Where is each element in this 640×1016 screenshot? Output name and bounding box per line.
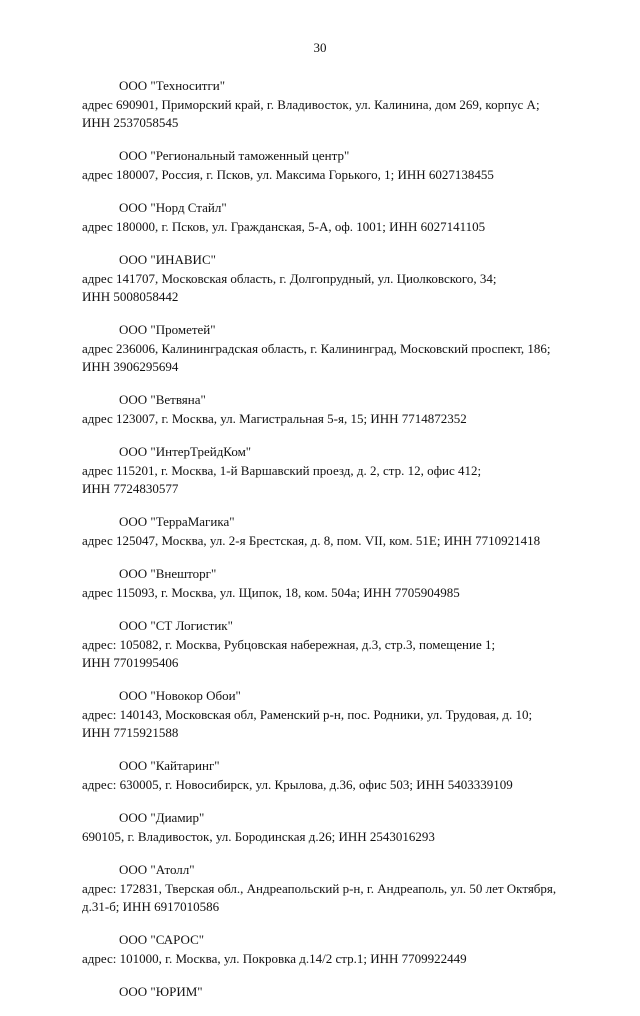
organization-details-line: ИНН 7701995406 [82, 655, 179, 670]
organization-details-line: ИНН 3906295694 [82, 359, 179, 374]
organization-name: ООО "САРОС" [119, 932, 205, 947]
organization-details-line: адрес: 101000, г. Москва, ул. Покровка д.14/2 стр.1; ИНН 7709922449 [82, 951, 467, 966]
organization-details-line: адрес: 630005, г. Новосибирск, ул. Крылова, д.36, офис 503; ИНН 5403339109 [82, 777, 513, 792]
organization-details-line: ИНН 2537058545 [82, 115, 179, 130]
organization-list [82, 76, 602, 1016]
organization-entry [82, 860, 602, 916]
organization-entry [82, 616, 602, 672]
organization-name: ООО "ЮРИМ" [119, 984, 203, 999]
organization-entry [82, 442, 602, 498]
organization-name: ООО "ИНАВИС" [119, 252, 216, 267]
organization-details-line: ИНН 7724830577 [82, 481, 179, 496]
organization-name: ООО "ТерраМагика" [119, 514, 235, 529]
organization-details-line: адрес 125047, Москва, ул. 2-я Брестская, д. 8, пом. VII, ком. 51Е; ИНН 7710921418 [82, 533, 541, 548]
organization-details-line: адрес 115201, г. Москва, 1-й Варшавский проезд, д. 2, стр. 12, офис 412; [82, 463, 482, 478]
organization-details-line: адрес 123007, г. Москва, ул. Магистральная 5-я, 15; ИНН 7714872352 [82, 411, 467, 426]
organization-name: ООО "Норд Стайл" [119, 200, 227, 215]
organization-name: ООО "СТ Логистик" [119, 618, 233, 633]
organization-details-line: ИНН 5008058442 [82, 289, 179, 304]
organization-name: ООО "Новокор Обои" [119, 688, 241, 703]
organization-entry [82, 250, 602, 306]
organization-entry [82, 686, 602, 742]
organization-name: ООО "ИнтерТрейдКом" [119, 444, 252, 459]
organization-details-line: адрес: 105082, г. Москва, Рубцовская набережная, д.3, стр.3, помещение 1; [82, 637, 496, 652]
organization-details-line: адрес 115093, г. Москва, ул. Щипок, 18, ком. 504а; ИНН 7705904985 [82, 585, 460, 600]
organization-name: ООО "Кайтаринг" [119, 758, 220, 773]
organization-name: ООО "Прометей" [119, 322, 216, 337]
organization-entry [82, 564, 602, 602]
organization-entry [82, 808, 602, 846]
organization-entry [82, 198, 602, 236]
organization-details-line: адрес 141707, Московская область, г. Долгопрудный, ул. Циолковского, 34; [82, 271, 497, 286]
organization-entry [82, 320, 602, 376]
organization-entry [82, 390, 602, 428]
organization-entry [82, 982, 602, 1002]
organization-entry [82, 756, 602, 794]
organization-name: ООО "Атолл" [119, 862, 195, 877]
organization-entry [82, 146, 602, 184]
organization-name: ООО "Ветвяна" [119, 392, 206, 407]
organization-entry [82, 76, 602, 132]
organization-details-line: д.31-б; ИНН 6917010586 [82, 899, 220, 914]
organization-details-line: ИНН 7715921588 [82, 725, 179, 740]
organization-details-line: адрес 180007, Россия, г. Псков, ул. Максима Горького, 1; ИНН 6027138455 [82, 167, 494, 182]
page-number: 30 [313, 40, 327, 55]
organization-entry [82, 930, 602, 968]
organization-details-line: адрес: 172831, Тверская обл., Андреапольский р-н, г. Андреаполь, ул. 50 лет Октября, [82, 881, 557, 896]
organization-details-line: адрес: 140143, Московская обл, Раменский р-н, пос. Родники, ул. Трудовая, д. 10; [82, 707, 533, 722]
organization-name: ООО "Внешторг" [119, 566, 217, 581]
organization-name: ООО "Техноситги" [119, 78, 226, 93]
organization-details-line: адрес 180000, г. Псков, ул. Гражданская, 5-А, оф. 1001; ИНН 6027141105 [82, 219, 486, 234]
organization-details-line: адрес 236006, Калининградская область, г. Калининград, Московский проспект, 186; [82, 341, 551, 356]
organization-name: ООО "Региональный таможенный центр" [119, 148, 350, 163]
organization-details-line: 690105, г. Владивосток, ул. Бородинская д.26; ИНН 2543016293 [82, 829, 435, 844]
organization-entry [82, 512, 602, 550]
organization-name: ООО "Диамир" [119, 810, 205, 825]
organization-details-line: адрес 690901, Приморский край, г. Владивосток, ул. Калинина, дом 269, корпус А; [82, 97, 540, 112]
